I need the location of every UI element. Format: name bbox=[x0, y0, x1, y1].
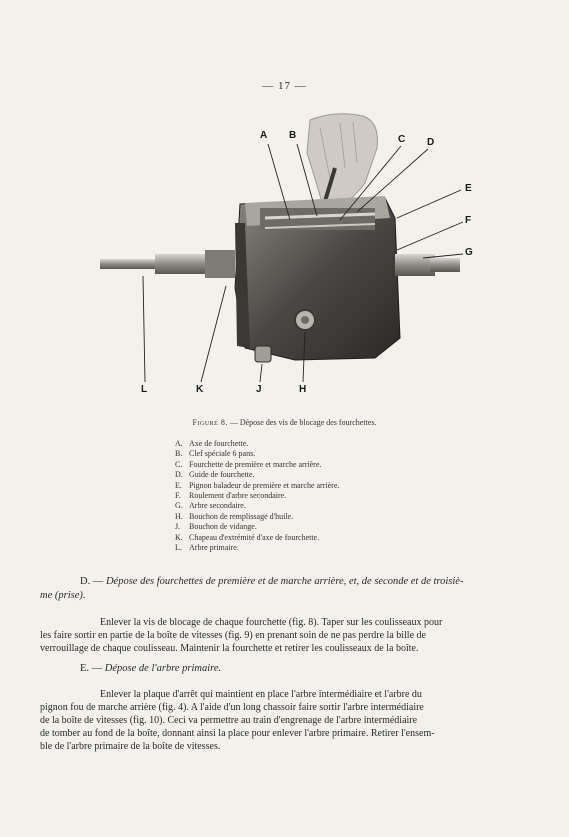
figure-label: Figure 8. bbox=[192, 418, 228, 427]
legend-letter: H. bbox=[175, 511, 183, 521]
callout-a: A bbox=[260, 130, 268, 141]
legend-item bbox=[175, 533, 475, 543]
figure-legend bbox=[175, 439, 475, 553]
section-e-title: Dépose de l'arbre primaire. bbox=[104, 663, 222, 674]
section-d-heading bbox=[40, 575, 530, 603]
paragraph-line: de tomber au fond de la boîte, donnant ainsi la place pour enlever l'arbre primaire. Retirer l'ensem- bbox=[40, 728, 435, 739]
callout-b: B bbox=[289, 130, 297, 141]
legend-text: Arbre secondaire. bbox=[189, 501, 246, 511]
callout-c: C bbox=[398, 134, 406, 145]
legend-letter: F. bbox=[175, 491, 181, 501]
paragraph-line: les faire sortir en partie de la boîte de vitesses (fig. 9) en prenant soin de ne pas perdre la bille de bbox=[40, 630, 426, 641]
callout-j: J bbox=[256, 384, 262, 395]
callout-g: G bbox=[465, 247, 473, 258]
gearbox-illustration bbox=[95, 108, 485, 408]
section-d-number: D. — bbox=[80, 576, 104, 587]
legend-item bbox=[175, 491, 475, 501]
legend-item bbox=[175, 470, 475, 480]
paragraph-line: Enlever la vis de blocage de chaque fourchette (fig. 8). Taper sur les coulisseaux pour bbox=[100, 617, 443, 628]
callout-h: H bbox=[299, 384, 307, 395]
legend-item bbox=[175, 460, 475, 470]
legend-letter: L. bbox=[175, 543, 182, 553]
legend-letter: A. bbox=[175, 439, 183, 448]
legend-item bbox=[175, 449, 475, 459]
legend-text: Fourchette de première et marche arrière. bbox=[189, 459, 322, 469]
legend-letter: G. bbox=[175, 501, 183, 511]
section-d-paragraph bbox=[40, 616, 526, 655]
legend-text: Bouchon de vidange. bbox=[189, 522, 257, 532]
legend-text: Clef spéciale 6 pans. bbox=[189, 449, 256, 459]
legend-text: Chapeau d'extrémité d'axe de fourchette. bbox=[189, 532, 320, 542]
gearbox-photo bbox=[95, 108, 485, 408]
section-e-heading bbox=[40, 663, 221, 674]
legend-text: Pignon baladeur de première et marche arrière. bbox=[189, 480, 340, 490]
legend-item bbox=[175, 522, 475, 532]
paragraph-line: de la boîte de vitesses (fig. 10). Ceci va permettre au train d'engrenage de l'arbre intermédiaire bbox=[40, 715, 418, 726]
paragraph-line: Enlever la plaque d'arrêt qui maintient en place l'arbre intermédiaire et l'arbre du bbox=[100, 689, 422, 700]
legend-item bbox=[175, 512, 475, 522]
callout-e: E bbox=[465, 183, 472, 194]
callout-d: D bbox=[427, 137, 435, 148]
callout-k: K bbox=[196, 384, 204, 395]
legend-item bbox=[175, 543, 475, 553]
legend-text: Roulement d'arbre secondaire. bbox=[189, 491, 287, 501]
section-e-paragraph bbox=[40, 688, 526, 753]
legend-letter: D. bbox=[175, 470, 183, 480]
section-d-title-line2: me (prise). bbox=[40, 590, 86, 601]
legend-letter: J. bbox=[175, 522, 181, 532]
figure-caption-text: — Dépose des vis de blocage des fourchettes. bbox=[227, 418, 377, 427]
legend-letter: K. bbox=[175, 532, 183, 542]
legend-text: Axe de fourchette. bbox=[189, 439, 249, 448]
legend-letter: E. bbox=[175, 480, 182, 490]
paragraph-line: verrouillage de chaque coulisseau. Maintenir la fourchette et retirer les coulisseaux de la boîte. bbox=[40, 643, 419, 654]
legend-letter: C. bbox=[175, 459, 183, 469]
legend-item bbox=[175, 501, 475, 511]
page-number: — 17 — bbox=[262, 80, 307, 92]
callout-l: L bbox=[141, 384, 148, 395]
section-e-number: E. — bbox=[80, 663, 103, 674]
paragraph-line: ble de l'arbre primaire de la boîte de vitesses. bbox=[40, 741, 221, 752]
figure-caption bbox=[0, 418, 569, 427]
section-d-title-line1: Dépose des fourchettes de première et de marche arrière, et, de seconde et de troisiè- bbox=[105, 576, 464, 587]
legend-item bbox=[175, 439, 475, 449]
legend-item bbox=[175, 481, 475, 491]
callout-f: F bbox=[465, 215, 472, 226]
legend-text: Arbre primaire. bbox=[189, 543, 239, 553]
legend-letter: B. bbox=[175, 449, 183, 459]
legend-text: Bouchon de remplissage d'huile. bbox=[189, 511, 294, 521]
legend-text: Guide de fourchette. bbox=[189, 470, 255, 480]
paragraph-line: pignon fou de marche arrière (fig. 4). A l'aide d'un long chassoir faire sortir l'arbre intermédiaire bbox=[40, 702, 424, 713]
